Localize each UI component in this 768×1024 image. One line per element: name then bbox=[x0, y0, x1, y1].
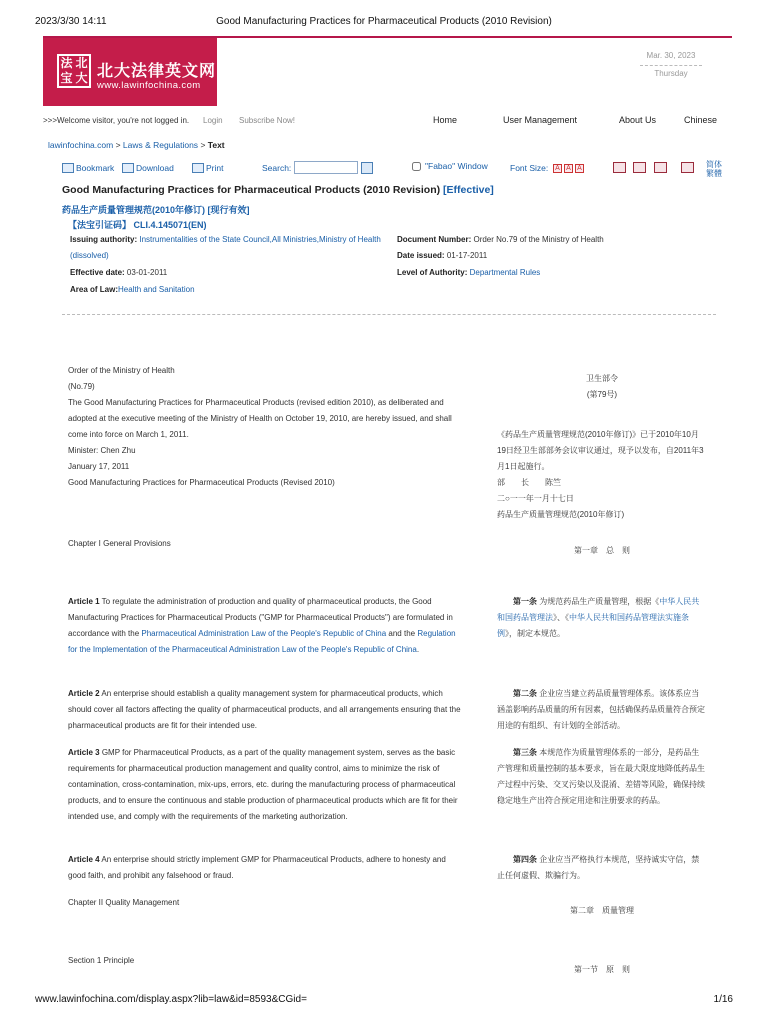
level-of-authority: Level of Authority: Departmental Rules bbox=[397, 268, 541, 277]
date-separator bbox=[640, 60, 702, 66]
print-button[interactable]: Print bbox=[192, 163, 223, 173]
pharma-admin-law-link[interactable]: Pharmaceutical Administration Law of the People's Republic of China bbox=[141, 629, 387, 638]
english-view-icon[interactable] bbox=[613, 162, 626, 173]
font-large-button[interactable]: A bbox=[575, 164, 584, 173]
banner-date bbox=[636, 51, 706, 78]
cli-code: 【法宝引证码】 CLI.4.145071(EN) bbox=[68, 220, 207, 230]
en-section-1: Section 1 Principle bbox=[68, 956, 135, 965]
top-navbar bbox=[43, 114, 732, 128]
cn-intro: 《药品生产质量管理规范(2010年修订)》已于2010年10月19日经卫生部部务会议审议通过，现予以发布，自2011年3月1日起施行。 bbox=[497, 430, 704, 471]
en-chapter-1: Chapter I General Provisions bbox=[68, 539, 171, 548]
cn-order-number: (第79号) bbox=[586, 390, 618, 399]
welcome-text: >>>Welcome visitor, you're not logged in. bbox=[43, 116, 190, 125]
chinese-title[interactable]: 药品生产质量管理规范(2010年修订) [现行有效] bbox=[62, 205, 250, 215]
nav-user-management[interactable]: User Management bbox=[503, 115, 578, 125]
cn-chapter-1: 第一章 总 则 bbox=[574, 546, 630, 555]
document-toolbar bbox=[60, 160, 726, 182]
en-order-block bbox=[68, 363, 464, 491]
en-article-1: Article 1 To regulate the administration of production and quality of pharmaceutical products, the Good Manufacturing Practices for Pharmaceutical Products ("GMP for Pharmaceutical Products") are formulated in accordance with the Pharmaceutical Administration Law of the People's Republic of China and the Regulation for the Implementation of the Pharmaceutical Administration Law of the People's Republic of China. bbox=[68, 597, 456, 654]
en-date: January 17, 2011 bbox=[68, 462, 130, 471]
font-medium-button[interactable]: A bbox=[564, 164, 573, 173]
logo-url: www.lawinfochina.com bbox=[97, 80, 201, 91]
font-size-label: Font Size: bbox=[510, 163, 549, 173]
en-doc-name: Good Manufacturing Practices for Pharmaceutical Products (Revised 2010) bbox=[68, 478, 335, 487]
area-of-law: Area of Law:Health and Sanitation bbox=[70, 285, 195, 294]
en-order-title: Order of the Ministry of Health bbox=[68, 366, 175, 375]
cn-section-1: 第一节 原 则 bbox=[574, 965, 630, 974]
en-order-number: (No.79) bbox=[68, 382, 95, 391]
nav-about-us[interactable]: About Us bbox=[619, 115, 657, 125]
login-link[interactable]: Login bbox=[203, 116, 223, 125]
chinese-view-icon[interactable] bbox=[633, 162, 646, 173]
logo-chinese-name: 北大法律英文网 bbox=[97, 63, 217, 80]
cn-minister: 部 长 陈竺 bbox=[497, 478, 561, 487]
cn-article-2: 第二条 企业应当建立药品质量管理体系。该体系应当涵盖影响药品质量的所有因素，包括确保药品质量符合预定用途的有组织、有计划的全部活动。 bbox=[497, 689, 705, 730]
cn-article-4: 第四条 企业应当严格执行本规范，坚持诚实守信，禁止任何虚假、欺骗行为。 bbox=[497, 855, 700, 880]
effective-status: [Effective] bbox=[443, 184, 494, 196]
breadcrumb-section[interactable]: Laws & Regulations bbox=[122, 140, 199, 150]
traditional-chinese-link[interactable]: 繁體 bbox=[706, 169, 722, 178]
download-button[interactable]: Download bbox=[122, 163, 174, 173]
cn-order-body bbox=[497, 427, 707, 523]
en-intro: The Good Manufacturing Practices for Pharmaceutical Products (revised edition 2010), as deliberated and adopted at the executive meeting of the Ministry of Health on October 19, 2010, are hereby issued, and shall come into force on March 1, 2011. bbox=[68, 398, 452, 439]
print-url: www.lawinfochina.com/display.aspx?lib=law&id=8593&CGid= bbox=[35, 994, 307, 1005]
site-logo[interactable] bbox=[43, 38, 217, 106]
document-title: Good Manufacturing Practices for Pharmaceutical Products (2010 Revision) [Effective] bbox=[62, 184, 494, 196]
breadcrumb-site[interactable]: lawinfochina.com bbox=[48, 140, 114, 150]
breadcrumb: lawinfochina.com > Laws & Regulations > Text bbox=[48, 140, 225, 150]
print-header bbox=[35, 16, 733, 30]
en-article-2: Article 2 An enterprise should establish a quality management system for pharmaceutical products, which should cover all factors affecting the quality of pharmaceutical products, and all arrangements ensuring that the pharmaceutical products are fit for their intended use. bbox=[68, 689, 461, 730]
font-small-button[interactable]: A bbox=[553, 164, 562, 173]
area-of-law-link[interactable]: Health and Sanitation bbox=[118, 285, 195, 294]
issuing-authority: Issuing authority: Instrumentalities of the State Council,All Ministries,Ministry of Health (dissolved) bbox=[70, 235, 381, 260]
header-divider bbox=[62, 314, 716, 315]
current-weekday: Thursday bbox=[654, 69, 688, 78]
cn-implementation-link[interactable]: 中华人民共和国药品管理法实施条例 bbox=[497, 613, 689, 638]
search-label: Search: bbox=[262, 163, 292, 173]
current-date: Mar. 30, 2023 bbox=[646, 51, 696, 60]
search-input[interactable] bbox=[294, 161, 358, 174]
print-page-number: 1/16 bbox=[713, 994, 733, 1005]
issuing-authority-link[interactable]: Instrumentalities of the State Council,All Ministries,Ministry of Health (dissolved) bbox=[70, 235, 381, 260]
subscribe-link[interactable]: Subscribe Now! bbox=[239, 116, 296, 125]
simplified-chinese-link[interactable]: 简体 bbox=[706, 160, 722, 169]
implementation-regulation-link[interactable]: Regulation for the Implementation of the Pharmaceutical Administration Law of the People's Republic of China bbox=[68, 629, 456, 654]
download-icon bbox=[122, 163, 134, 173]
bilingual-vertical-icon[interactable] bbox=[681, 162, 694, 173]
level-of-authority-link[interactable]: Departmental Rules bbox=[469, 268, 541, 277]
bookmark-icon bbox=[62, 163, 74, 173]
logo-seal-icon: 法 北 宝 大 bbox=[57, 54, 91, 88]
cn-article-3: 第三条 本规范作为质量管理体系的一部分，是药品生产管理和质量控制的基本要求，旨在最大限度地降低药品生产过程中污染、交叉污染以及混淆、差错等风险，确保持续稳定地生产出符合预定用途和注册要求的药品。 bbox=[497, 748, 705, 805]
print-title: Good Manufacturing Practices for Pharmaceutical Products (2010 Revision) bbox=[216, 16, 552, 27]
effective-date: Effective date: 03-01-2011 bbox=[70, 268, 168, 277]
cn-pharma-law-link[interactable]: 中华人民共和国药品管理法 bbox=[497, 597, 700, 622]
en-article-3: Article 3 GMP for Pharmaceutical Products, as a part of the quality management system, serves as the basic requirements for pharmaceutical production management and quality control, aims to minimize the risk of contamination, cross-contamination, mix-ups, errors, etc. during the manufacturing process of pharmaceutical products, and to ensure the continuous and stable production of pharmaceutical products which are fit for their intended use, and comply with the requirements of the marketing authorization. bbox=[68, 748, 458, 821]
search-go-icon[interactable] bbox=[361, 162, 373, 174]
cn-chapter-2: 第二章 质量管理 bbox=[570, 906, 634, 915]
document-number: Document Number: Order No.79 of the Ministry of Health bbox=[397, 235, 604, 244]
date-issued: Date issued: 01-17-2011 bbox=[397, 251, 488, 260]
cn-date: 二○一一年一月十七日 bbox=[497, 494, 574, 503]
print-datetime: 2023/3/30 14:11 bbox=[35, 16, 107, 27]
script-switch bbox=[706, 160, 722, 178]
site-banner bbox=[43, 36, 732, 106]
en-article-4: Article 4 An enterprise should strictly implement GMP for Pharmaceutical Products, adhere to honesty and good faith, and prohibit any falsehood or fraud. bbox=[68, 855, 446, 880]
fabao-window-toggle[interactable]: "Fabao" Window bbox=[412, 161, 488, 171]
nav-home[interactable]: Home bbox=[433, 115, 458, 125]
en-chapter-2: Chapter II Quality Management bbox=[68, 898, 180, 907]
print-icon bbox=[192, 163, 204, 173]
en-minister: Minister: Chen Zhu bbox=[68, 446, 136, 455]
bookmark-button[interactable]: Bookmark bbox=[62, 163, 114, 173]
print-footer bbox=[35, 994, 733, 1008]
cn-order-title: 卫生部令 bbox=[586, 374, 618, 383]
breadcrumb-current: Text bbox=[207, 140, 225, 150]
cn-order-header bbox=[497, 371, 707, 403]
cn-article-1: 第一条 为规范药品生产质量管理，根据《中华人民共和国药品管理法》、《中华人民共和国药品管理法实施条例》，制定本规范。 bbox=[497, 597, 700, 638]
fabao-checkbox[interactable] bbox=[412, 162, 421, 171]
cn-doc-name: 药品生产质量管理规范(2010年修订) bbox=[497, 510, 625, 519]
nav-chinese[interactable]: Chinese bbox=[684, 115, 718, 125]
bilingual-horizontal-icon[interactable] bbox=[654, 162, 667, 173]
